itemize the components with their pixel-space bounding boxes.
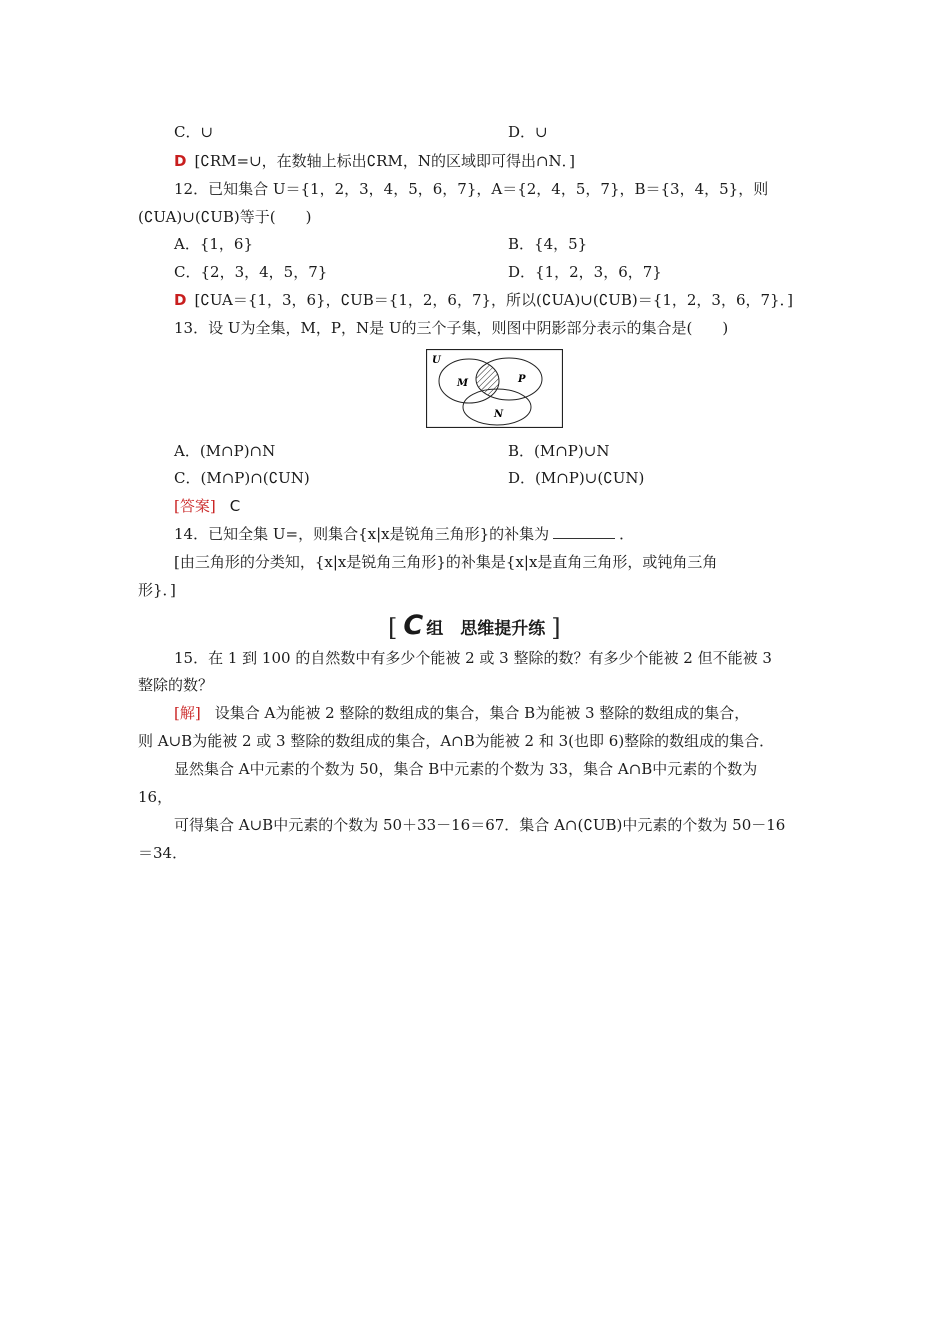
option-c: C．∪ — [174, 123, 214, 141]
question-13: 13．设 U为全集，M，P，N是 U的三个子集，则图中阴影部分表示的集合是( ) — [174, 319, 729, 337]
answer-mark: D — [174, 291, 187, 309]
option-row — [174, 262, 818, 282]
question-12-line1: 12．已知集合 U＝{1，2，3，4，5，6，7}，A＝{2，4，5，7}，B＝{3，4，5}，则 — [174, 180, 769, 198]
solution-tag: [解] — [174, 704, 201, 722]
solution-15-line6: ＝34． — [138, 844, 188, 862]
answer-line — [174, 496, 818, 516]
answer-explanation: [∁UA＝{1，3，6}，∁UB＝{1，2，6，7}，所以(∁UA)∪(∁UB)＝{1，2，3，6，7}．] — [194, 291, 793, 309]
question-12-line2: (∁UA)∪(∁UB)等于( ) — [138, 208, 312, 226]
question-14-text: 14．已知全集 U=，则集合{x|x是锐角三角形}的补集为 — [174, 525, 550, 543]
solution-15-line5: 可得集合 A∪B中元素的个数为 50＋33－16＝67．集合 A∩(∁UB)中元素的个数为 50－16 — [174, 816, 786, 834]
option-c: C．{2，3，4，5，7} — [174, 263, 328, 281]
option-b: B．{4，5} — [508, 235, 588, 253]
solution-15-line4: 16， — [138, 788, 173, 806]
section-heading — [388, 611, 561, 641]
option-a: A．{1，6} — [174, 235, 254, 253]
solution-14-line1: [由三角形的分类知，{x|x是锐角三角形}的补集是{x|x是直角三角形，或钝角三角 — [174, 553, 718, 571]
option-c: C．(M∩P)∩(∁UN) — [174, 469, 310, 487]
option-d: D．(M∩P)∪(∁UN) — [508, 469, 645, 487]
bracket-close: ] — [551, 614, 561, 642]
option-a: A．(M∩P)∩N — [174, 442, 276, 460]
option-b: B．(M∩P)∪N — [508, 442, 610, 460]
answer-tag: [答案] — [174, 497, 216, 515]
answer-explanation: [∁RM=∪，在数轴上标出∁RM，N的区域即可得出∩N．] — [194, 152, 576, 170]
solution-15-line2: 则 A∪B为能被 2 或 3 整除的数组成的集合，A∩B为能被 2 和 3(也即 6)整除的数组成的集合． — [138, 732, 775, 750]
label-p: P — [518, 374, 526, 385]
option-d: D．∪ — [508, 123, 548, 141]
section-letter: C — [403, 610, 424, 641]
label-m: M — [457, 378, 469, 389]
answer-mark: D — [174, 152, 187, 170]
question-15-line2: 整除的数？ — [138, 676, 214, 694]
solution-text: 设集合 A为能被 2 整除的数组成的集合，集合 B为能被 3 整除的数组成的集合， — [214, 704, 750, 722]
question-15-line1: 15．在 1 到 100 的自然数中有多少个能被 2 或 3 整除的数？有多少个能被 2 但不能被 3 — [174, 649, 772, 667]
option-row — [174, 441, 818, 461]
section-title: 组 思维提升练 — [426, 619, 546, 639]
answer-line — [174, 151, 818, 171]
answer-value: C — [229, 497, 241, 515]
option-row — [174, 468, 818, 488]
venn-diagram — [426, 349, 563, 428]
answer-line — [174, 290, 818, 310]
solution-14-line2: 形}．] — [138, 581, 176, 599]
label-u: U — [432, 355, 441, 366]
label-n: N — [494, 409, 504, 420]
solution-15-line3: 显然集合 A中元素的个数为 50，集合 B中元素的个数为 33，集合 A∩B中元素的个数为 — [174, 760, 758, 778]
answer-blank — [553, 524, 615, 539]
bracket-open: [ — [388, 614, 398, 642]
question-14 — [174, 524, 818, 544]
option-row — [174, 122, 818, 142]
option-d: D．{1，2，3，6，7} — [508, 263, 662, 281]
question-14-end: ． — [619, 525, 635, 543]
option-row — [174, 234, 818, 254]
solution-15-line1 — [174, 703, 818, 723]
